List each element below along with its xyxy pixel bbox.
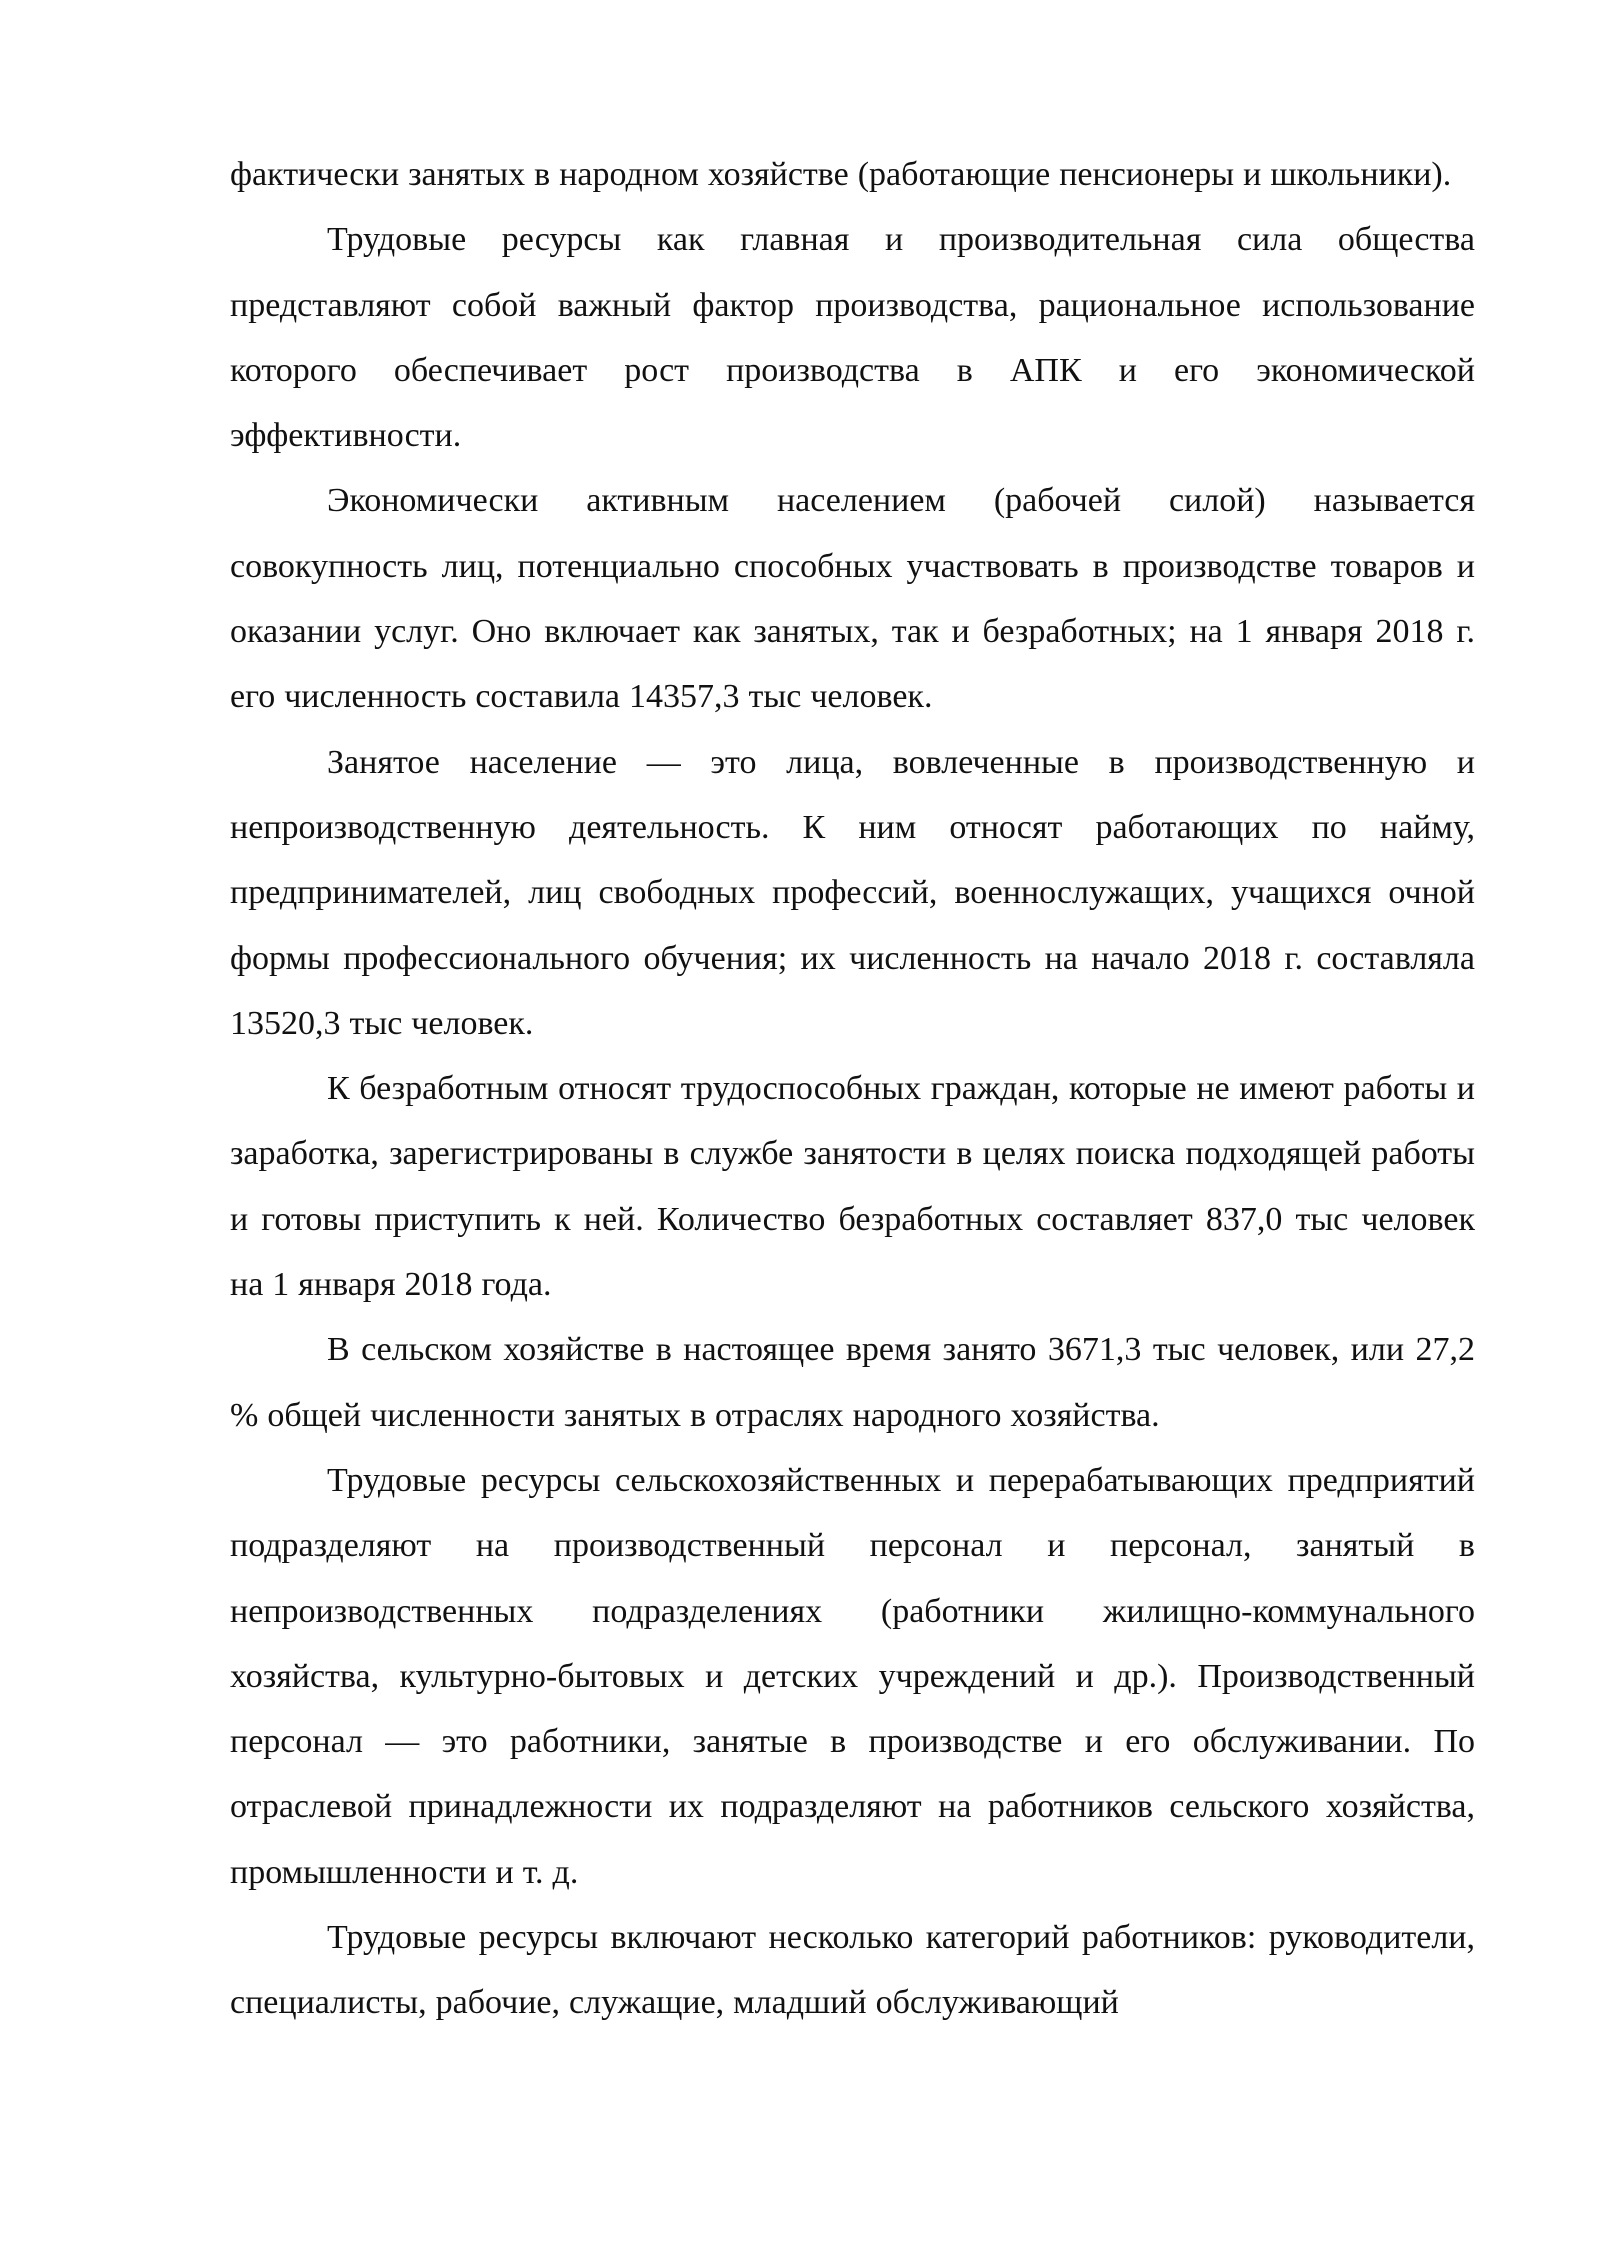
paragraph-agriculture-employment: В сельском хозяйстве в настоящее время занято 3671,3 тыс человек, или 27,2 % общей численности занятых в отраслях народного хозяйства. bbox=[230, 1331, 1475, 1434]
document-body bbox=[230, 142, 1475, 2036]
paragraph-employed-population: Занятое население — это лица, вовлеченные в производственную и непроизводственную деятельность. К ним относят работающих по найму, предпринимателей, лиц свободных профессий, военнослужащих, учащихся очной формы профессионального обучения; их численность на начало 2018 г. составляла 13520,3 тыс человек. bbox=[230, 743, 1475, 1042]
paragraph-personnel-division: Трудовые ресурсы сельскохозяйственных и перерабатывающих предприятий подразделяют на производственный персонал и персонал, занятый в непроизводственных подразделениях (работники жилищно-коммунального хозяйства, культурно-бытовых и детских учреждений и др.). Производственный персонал — это работники, занятые в производстве и его обслуживании. По отраслевой принадлежности их подразделяют на работников сельского хозяйства, промышленности и т. д. bbox=[230, 1461, 1475, 1891]
paragraph-continuation: фактически занятых в народном хозяйстве (работающие пенсионеры и школьники). bbox=[230, 156, 1452, 193]
paragraph-labor-resources: Трудовые ресурсы как главная и производительная сила общества представляют собой важный фактор производства, рациональное использование которого обеспечивает рост производства в АПК и его экономической эффективности. bbox=[230, 221, 1475, 455]
paragraph-worker-categories: Трудовые ресурсы включают несколько категорий работников: руководители, специалисты, рабочие, служащие, младший обслуживающий bbox=[230, 1919, 1475, 2022]
paragraph-unemployed: К безработным относят трудоспособных граждан, которые не имеют работы и заработка, зарегистрированы в службе занятости в целях поиска подходящей работы и готовы приступить к ней. Количество безработных составляет 837,0 тыс человек на 1 января 2018 года. bbox=[230, 1070, 1475, 1304]
paragraph-economically-active: Экономически активным населением (рабочей силой) называется совокупность лиц, потенциально способных участвовать в производстве товаров и оказании услуг. Оно включает как занятых, так и безработных; на 1 января 2018 г. его численность составила 14357,3 тыс человек. bbox=[230, 482, 1475, 716]
